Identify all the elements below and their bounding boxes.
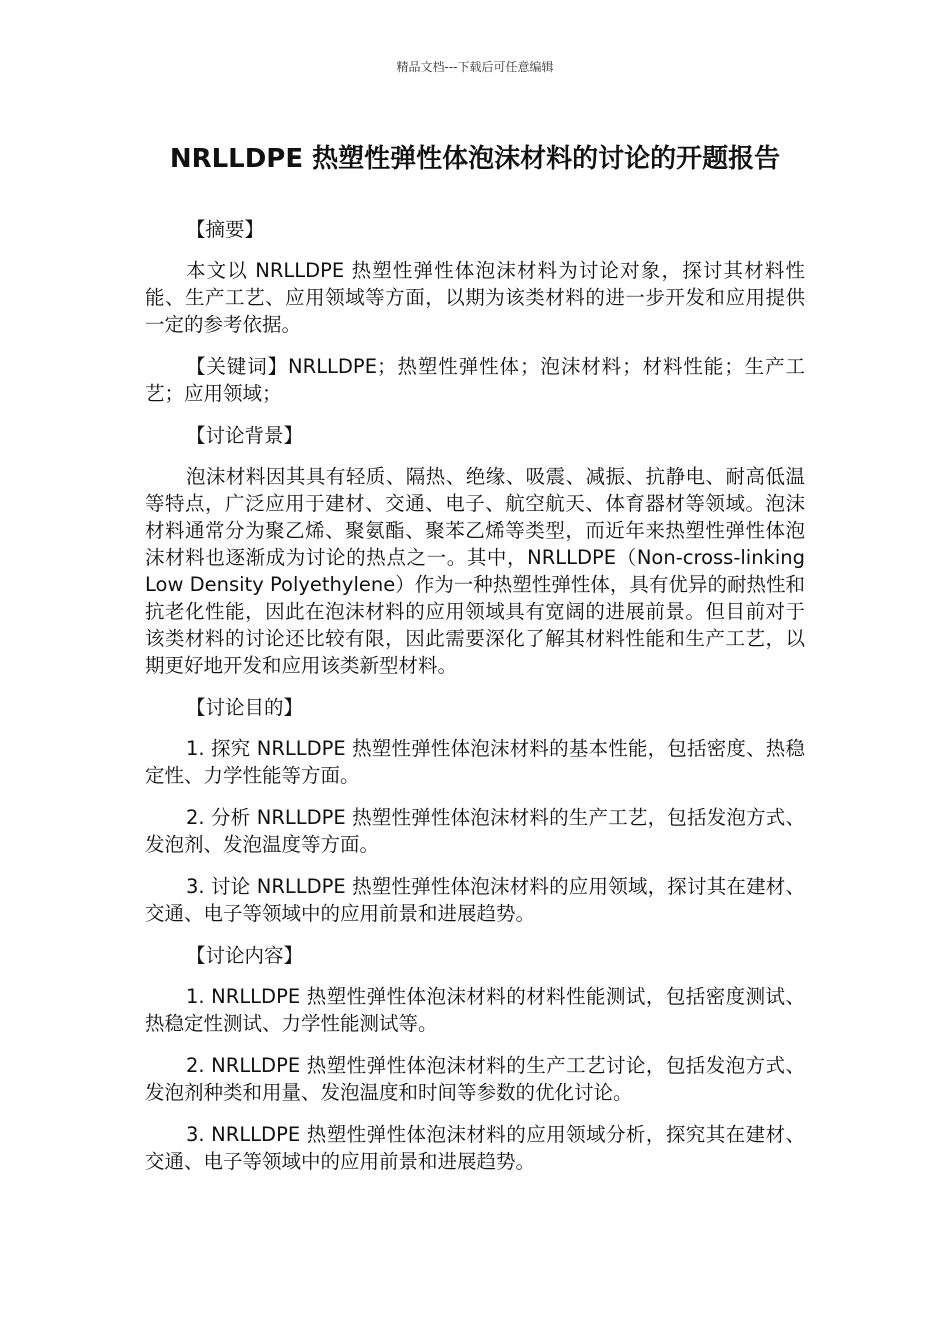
abstract-heading: 【摘要】 bbox=[185, 218, 264, 241]
purpose-item: 2. 分析 NRLLDPE 热塑性弹性体泡沫材料的生产工艺，包括发泡方式、发泡剂、发泡温度等方面。 bbox=[145, 806, 805, 856]
content-item: 2. NRLLDPE 热塑性弹性体泡沫材料的生产工艺讨论，包括发泡方式、发泡剂种类和用量、发泡温度和时间等参数的优化讨论。 bbox=[145, 1054, 805, 1104]
keywords-paragraph: 【关键词】NRLLDPE；热塑性弹性体；泡沫材料；材料性能；生产工艺；应用领域； bbox=[145, 355, 805, 405]
content-heading: 【讨论内容】 bbox=[185, 944, 303, 967]
document-title: NRLLDPE 热塑性弹性体泡沫材料的讨论的开题报告 bbox=[169, 144, 781, 174]
purpose-item: 3. 讨论 NRLLDPE 热塑性弹性体泡沫材料的应用领域，探讨其在建材、交通、电子等领域中的应用前景和进展趋势。 bbox=[145, 875, 805, 925]
background-paragraph: 泡沫材料因其具有轻质、隔热、绝缘、吸震、减振、抗静电、耐高低温等特点，广泛应用于建材、交通、电子、航空航天、体育器材等领域。泡沫材料通常分为聚乙烯、聚氨酯、聚苯乙烯等类型，而近年来热塑性弹性体泡沫材料也逐渐成为讨论的热点之一。其中，NRLLDPE（Non-cross-linking Low Density Polyethylene）作为一种热塑性弹性体，具有优异的耐热性和抗老化性能，因此在泡沫材料的应用领域具有宽阔的进展前景。但目前对于该类材料的讨论还比较有限，因此需要深化了解其材料性能和生产工艺，以期更好地开发和应用该类新型材料。 bbox=[145, 465, 805, 677]
purpose-item: 1. 探究 NRLLDPE 热塑性弹性体泡沫材料的基本性能，包括密度、热稳定性、力学性能等方面。 bbox=[145, 737, 805, 787]
abstract-paragraph: 本文以 NRLLDPE 热塑性弹性体泡沫材料为讨论对象，探讨其材料性能、生产工艺、应用领域等方面，以期为该类材料的进一步开发和应用提供一定的参考依据。 bbox=[145, 259, 805, 336]
document-body bbox=[145, 216, 805, 1190]
content-item: 1. NRLLDPE 热塑性弹性体泡沫材料的材料性能测试，包括密度测试、热稳定性测试、力学性能测试等。 bbox=[145, 985, 805, 1035]
purpose-heading: 【讨论目的】 bbox=[185, 696, 303, 719]
content-item: 3. NRLLDPE 热塑性弹性体泡沫材料的应用领域分析，探究其在建材、交通、电子等领域中的应用前景和进展趋势。 bbox=[145, 1123, 805, 1173]
background-heading: 【讨论背景】 bbox=[185, 424, 303, 447]
header-note: 精品文档---下载后可任意编辑 bbox=[396, 60, 554, 74]
